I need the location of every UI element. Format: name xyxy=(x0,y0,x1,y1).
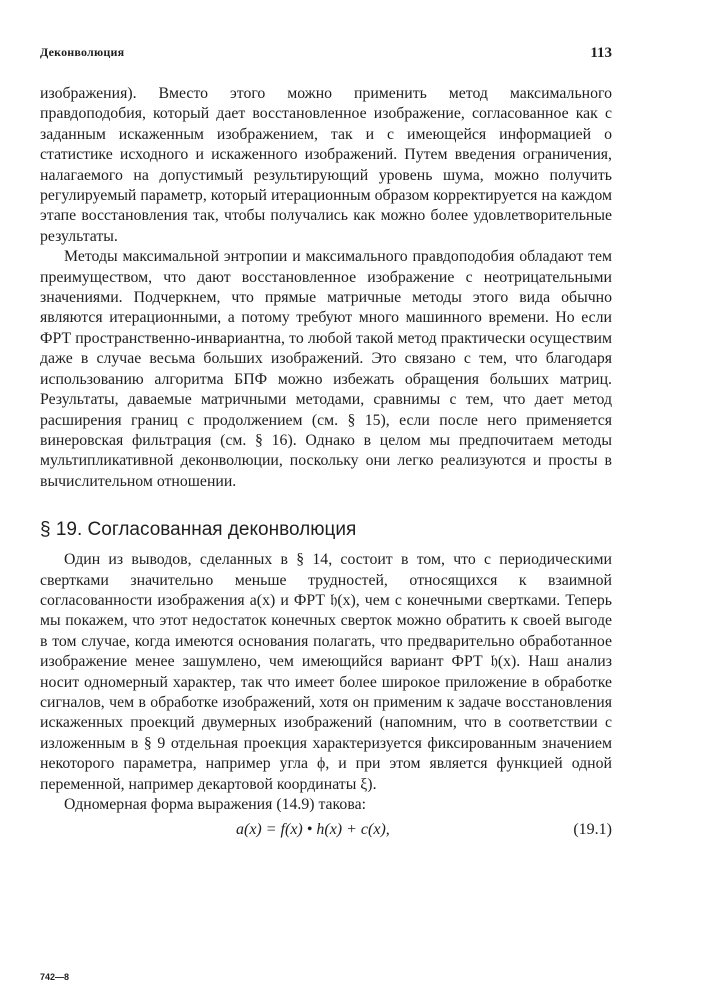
equation-formula: a(x) = f(x) • h(x) + c(x), xyxy=(236,821,390,839)
paragraph-one-dimensional: Одномерная форма выражения (14.9) такова: xyxy=(64,796,366,813)
running-head-title: Деконволюция xyxy=(40,45,125,59)
paragraph-conclusions: Один из выводов, сделанных в § 14, состоит в том, что с периодическими свертками значительно меньше трудностей, относящихся к взаимной согласованности изображения a(x) и ФРТ 𝔥(x), чем с конечными свертками. Теперь мы покажем, что этот недостаток конечных сверток можно обратить к своей выгоде в том случае, когда имеются основания полагать, что предварительно обработанное изображение менее зашумлено, чем имеющийся вариант ФРТ 𝔥(x). Наш анализ носит одномерный характер, так что имеет более широкое приложение в обработке сигналов, чем в обработке изображений, хотя он применим к задаче восстановления искаженных проекций двумерных изображений (напомним, что в соответствии с изложенным в § 9 отдельная проекция характеризуется фиксированным значением некоторого параметра, например угла ϕ, и при этом является функцией одной переменной, например декартовой координаты ξ). xyxy=(40,551,612,793)
section-heading: § 19. Согласованная деконволюция xyxy=(40,519,357,541)
paragraph-continuation: изображения). Вместо этого можно применить метод максимального правдоподобия, который дает восстановленное изображение, согласованное как с заданным искаженным изображением, так и с имеющейся информацией о статистике исходного и искаженного изображений. Путем введения ограничения, налагаемого на допустимый результирующий уровень шума, можно получить регулируемый параметр, который итерационным образом корректируется на каждом этапе восстановления так, чтобы получались как можно более удовлетворительные результаты. xyxy=(40,85,612,245)
body-text xyxy=(40,84,612,845)
printer-signature: 742—8 xyxy=(40,972,70,982)
equation-number: (19.1) xyxy=(573,821,612,839)
running-head xyxy=(40,45,612,65)
page-number: 113 xyxy=(590,45,612,61)
equation-line xyxy=(40,819,612,845)
paragraph-methods: Методы максимальной энтропии и максимального правдоподобия обладают тем преимуществом, что дают восстановленное изображение с неотрицательными значениями. Подчеркнем, что прямые матричные методы этого вида обычно являются итерационными, а потому требуют много машинного времени. Но если ФРТ пространственно-инвариантна, то любой такой метод практически осуществим даже в случае весьма больших изображений. Это связано с тем, что благодаря использованию алгоритма БПФ можно избежать обращения больших матриц. Результаты, даваемые матричными методами, сравнимы с тем, что дает метод расширения границ с продолжением (см. § 15), если после него применяется винеровская фильтрация (см. § 16). Однако в целом мы предпочитаем методы мультипликативной деконволюции, поскольку они легко реализуются и просты в вычислительном отношении. xyxy=(40,248,612,490)
